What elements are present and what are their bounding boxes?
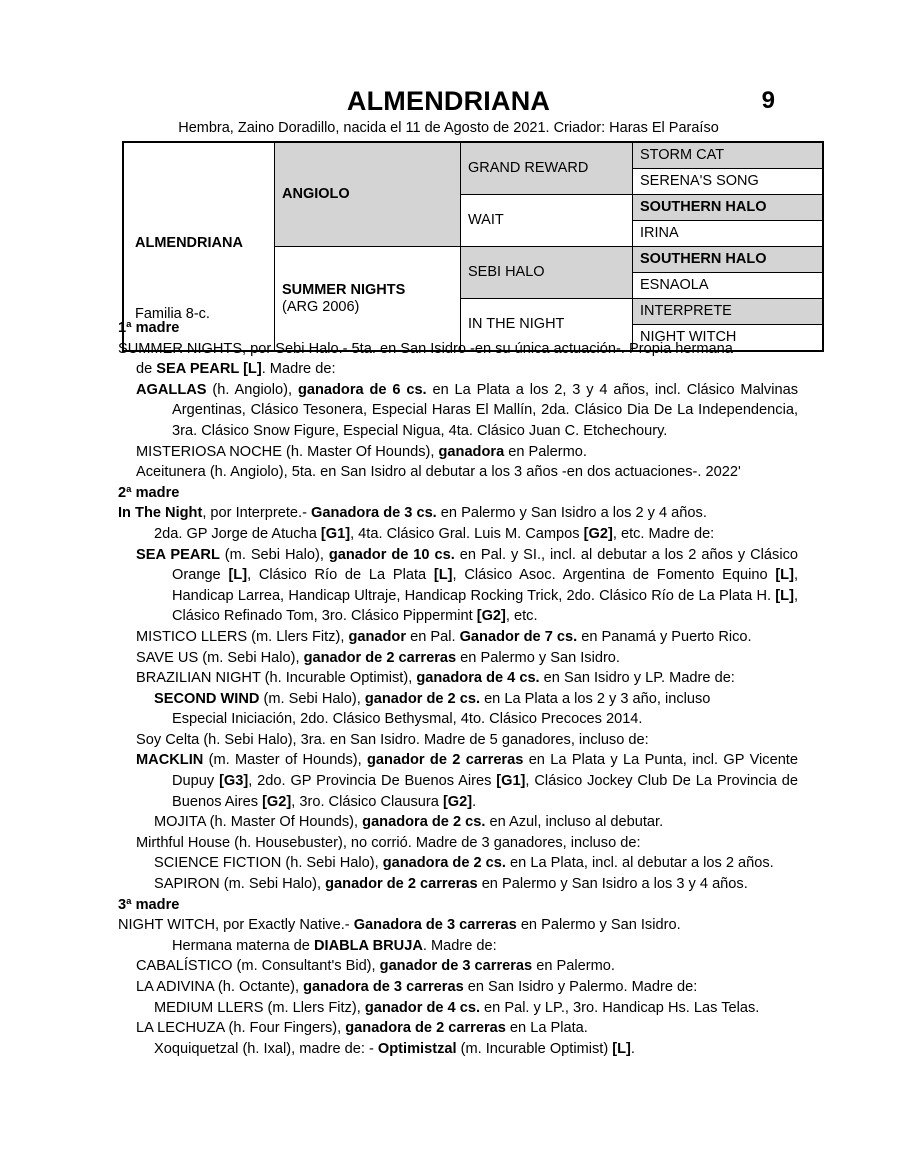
win-record: ganador de 2 carreras (303, 649, 457, 666)
text: en Palermo y San Isidro a los 3 y 4 años. (477, 876, 748, 893)
grade-badge: [L] (775, 567, 794, 584)
text: en Palermo y San Isidro a los 2 y 4 años. (436, 505, 707, 522)
win-record: ganadora de 3 carreras (303, 979, 464, 995)
dam-summary-line2 (118, 359, 798, 380)
progeny-name: SECOND WIND (154, 690, 260, 707)
text: , Clásico Refinado Tom, 3ro. Clásico Pippermint (172, 587, 798, 625)
text: en Palermo y San Isidro. (516, 917, 681, 934)
title-row (122, 86, 775, 116)
text: en La Plata. (505, 1020, 588, 1037)
progeny-entry-mistico (118, 627, 798, 648)
win-record: ganador de 2 cs. (364, 690, 481, 707)
text: en La Plata a los 2 y 3 año, incluso (480, 690, 711, 707)
text: , Handicap Larrea, Handicap Ultraje, Handicap Rocking Trick, 2do. Clásico Río de La Plata H. (172, 567, 799, 604)
dam-sire-cell: SEBI HALO (461, 247, 633, 299)
win-record: ganadora de 2 carreras (345, 1020, 506, 1037)
text: en San Isidro y Palermo. Madre de: (463, 979, 698, 995)
table-row (123, 142, 823, 169)
text: MEDIUM LLERS (m. Llers Fitz), (154, 999, 365, 1016)
text: . Madre de: (261, 361, 336, 378)
text: Soy Celta (h. Sebi Halo), 3ra. en San Isidro. Madre de 5 ganadores, incluso de: (136, 731, 649, 748)
progeny-entry-science (118, 853, 798, 874)
page-header (122, 86, 775, 138)
win-record: ganador de 2 carreras (325, 876, 478, 893)
sire-sire-cell: GRAND REWARD (461, 142, 633, 195)
text: , Clásico Río de La Plata (247, 567, 434, 584)
win-record: ganadora de 2 cs. (362, 814, 486, 831)
text: en Pal. y LP., 3ro. Handicap Hs. Las Telas. (480, 999, 760, 1016)
progeny-name: MACKLIN (136, 752, 204, 769)
grade-badge: [G2] (476, 608, 506, 625)
g4-cell: IRINA (633, 221, 824, 247)
progeny-entry-soycelta (118, 730, 798, 751)
g4-cell: INTERPRETE (633, 299, 824, 325)
page-title: ALMENDRIANA (346, 86, 551, 116)
g4-cell: NIGHT WITCH (633, 325, 824, 352)
section-heading-madre1: 1ª madre (118, 320, 180, 336)
progeny-entry-agallas (118, 380, 798, 442)
dam-origin: (ARG 2006) (282, 298, 360, 315)
win-record: Ganadora de 3 carreras (353, 917, 517, 934)
win-record: ganadora (438, 443, 505, 460)
text: en Pal. y SI., incl. al debutar a los 2 años y Clásico Orange (172, 546, 798, 584)
g4-cell: SOUTHERN HALO (633, 247, 824, 273)
text: . Madre de: (422, 937, 497, 954)
horse-description: Hembra, Zaino Doradillo, nacida el 11 de Agosto de 2021. Criador: Haras El Paraíso (178, 120, 719, 136)
sibling-name: DIABLA BRUJA (313, 937, 423, 954)
progeny-entry-secondwind (118, 689, 798, 710)
text: LA ADIVINA (h. Octante), (136, 979, 304, 995)
text: LA LECHUZA (h. Four Fingers), (136, 1020, 346, 1037)
third-dam-line (118, 915, 798, 936)
progeny-entry-lalechuza (118, 1018, 798, 1039)
progeny-entry-aceitunera (118, 462, 798, 483)
sire-name: ANGIOLO (282, 186, 350, 202)
section-heading-madre3: 3ª madre (118, 896, 180, 913)
sibling-name: SEA PEARL [L] (156, 361, 262, 378)
text: (m. Master of Hounds), (203, 752, 368, 769)
progeny-entry-mojita (118, 812, 798, 833)
text: en Azul, incluso al debutar. (485, 814, 664, 831)
text: , por Interprete.- (202, 505, 312, 522)
grade-badge: [L] (775, 587, 794, 604)
grade-badge: [G1] (496, 773, 526, 790)
second-dam-line2 (118, 524, 798, 545)
text: (h. Angiolo), (206, 381, 298, 398)
text: SUMMER NIGHTS, por Sebi Halo.- 5ta. en San Isidro -en su única actuación-. Propia hermana (118, 340, 733, 357)
second-dam-name: In The Night (118, 505, 203, 522)
g4-cell: SOUTHERN HALO (633, 195, 824, 221)
text: , 3ro. Clásico Clausura (291, 793, 443, 810)
progeny-name: Optimistzal (377, 1040, 457, 1057)
text: 2da. GP Jorge de Atucha (154, 525, 321, 542)
text: Especial Iniciación, 2do. Clásico Bethysmal, 4to. Clásico Precoces 2014. (172, 711, 643, 728)
grade-badge: [G3] (219, 773, 249, 790)
win-record: ganador (348, 628, 407, 645)
text: en Panamá y Puerto Rico. (577, 628, 752, 645)
third-dam-line2 (118, 936, 798, 957)
text: en San Isidro y LP. Madre de: (539, 670, 735, 687)
progeny-entry-brazilian (118, 668, 798, 689)
dam-dam-cell: IN THE NIGHT (461, 299, 633, 352)
win-record: ganador de 2 carreras (367, 752, 524, 769)
text: , 2do. GP Provincia De Buenos Aires (248, 773, 497, 790)
g4-cell: ESNAOLA (633, 273, 824, 299)
subject-name: ALMENDRIANA (135, 234, 243, 251)
text: , 4ta. Clásico Gral. Luis M. Campos (350, 525, 584, 542)
text: . (472, 793, 477, 810)
text: CABALÍSTICO (m. Consultant's Bid), (136, 958, 380, 975)
win-record: ganador de 10 cs. (328, 546, 455, 563)
win-record: ganadora de 2 cs. (382, 855, 506, 872)
grade-badge: [L] (612, 1040, 631, 1057)
dam-summary-line (118, 339, 798, 360)
dam-name: SUMMER NIGHTS (282, 281, 406, 298)
progeny-entry-mediumllers (118, 998, 798, 1019)
progeny-entry-xoquiquetzal (118, 1039, 798, 1060)
text: en La Plata, incl. al debutar a los 2 años. (505, 855, 774, 872)
text: NIGHT WITCH, por Exactly Native.- (118, 917, 354, 934)
section-heading-madre2: 2ª madre (118, 484, 180, 501)
grade-badge: [G2] (583, 525, 613, 542)
win-record: Ganadora de 3 cs. (311, 505, 437, 522)
page-number: 9 (761, 87, 775, 114)
text: MOJITA (h. Master Of Hounds), (154, 814, 363, 831)
progeny-entry-saveus (118, 648, 798, 669)
progeny-entry-macklin (118, 750, 798, 812)
text: Xoquiquetzal (h. Ixal), madre de: - (154, 1040, 378, 1057)
progeny-entry-misteriosa (118, 442, 798, 463)
text: BRAZILIAN NIGHT (h. Incurable Optimist), (136, 670, 417, 687)
text: (m. Sebi Halo), (219, 546, 329, 563)
win-record: ganador de 4 cs. (364, 999, 480, 1016)
win-record: ganador de 3 carreras (379, 958, 533, 975)
text: , Clásico Jockey Club De La Provincia de Buenos Aires (172, 773, 798, 810)
text: SAVE US (m. Sebi Halo), (136, 649, 304, 666)
progeny-name: AGALLAS (136, 381, 207, 398)
second-dam-line (118, 503, 798, 524)
text: , etc. Madre de: (612, 525, 715, 542)
progeny-entry-mirthful (118, 833, 798, 854)
grade-badge: [L] (433, 567, 453, 584)
text: de (136, 361, 157, 378)
sire-dam-cell: WAIT (461, 195, 633, 247)
family-label: Familia 8-c. (135, 305, 210, 322)
text: Mirthful House (h. Housebuster), no corrió. Madre de 3 ganadores, incluso de: (136, 834, 641, 851)
text: en Palermo y San Isidro. (456, 649, 620, 666)
text: MISTERIOSA NOCHE (h. Master Of Hounds), (136, 443, 439, 460)
sire-cell (275, 142, 461, 247)
win-record: ganadora de 6 cs. (297, 381, 427, 398)
text: SAPIRON (m. Sebi Halo), (154, 876, 326, 893)
text: en Palermo. (532, 958, 615, 975)
text: MISTICO LLERS (m. Llers Fitz), (136, 628, 349, 645)
progeny-name: SEA PEARL (136, 546, 220, 563)
text: (m. Sebi Halo), (259, 690, 365, 707)
win-record: Ganador de 7 cs. (459, 628, 578, 645)
text: en La Plata y La Punta, incl. GP Vicente Dupuy (172, 752, 798, 790)
text: . (630, 1040, 635, 1057)
text: SCIENCE FICTION (h. Sebi Halo), (154, 855, 383, 872)
text: Aceitunera (h. Angiolo), 5ta. en San Isidro al debutar a los 3 años -en dos actuaciones-. 2022' (136, 464, 741, 481)
text: en Palermo. (504, 443, 587, 460)
grade-badge: [G1] (320, 525, 351, 542)
g4-cell: STORM CAT (633, 142, 824, 169)
grade-badge: [G2] (262, 793, 292, 810)
win-record: ganadora de 4 cs. (416, 670, 540, 687)
progeny-entry-sapiron (118, 874, 798, 895)
text: (m. Incurable Optimist) (456, 1040, 613, 1057)
pedigree-narrative (118, 318, 798, 1059)
grade-badge: [G2] (442, 793, 473, 810)
text: , Clásico Asoc. Argentina de Fomento Equino (452, 567, 776, 584)
progeny-entry-seapearl (118, 545, 798, 627)
text: en La Plata a los 2, 3 y 4 años, incl. Clásico Malvinas Argentinas, Clásico Tesonera, Especial Haras El Mallín, 2da. Clásico Dia De La Independencia, 3ra. Clásico Snow Figure, Especial Nigua, 4ta. Clásico Juan C. Etchechoury. (172, 381, 798, 439)
progeny-entry-laadivina (118, 977, 798, 998)
g4-cell: SERENA'S SONG (633, 169, 824, 195)
text: , etc. (505, 608, 538, 625)
progeny-entry-secondwind-line2 (118, 709, 798, 730)
text: en Pal. (406, 628, 460, 645)
grade-badge: [L] (228, 567, 248, 584)
progeny-entry-cabalistico (118, 956, 798, 977)
text: Hermana materna de (172, 937, 314, 954)
